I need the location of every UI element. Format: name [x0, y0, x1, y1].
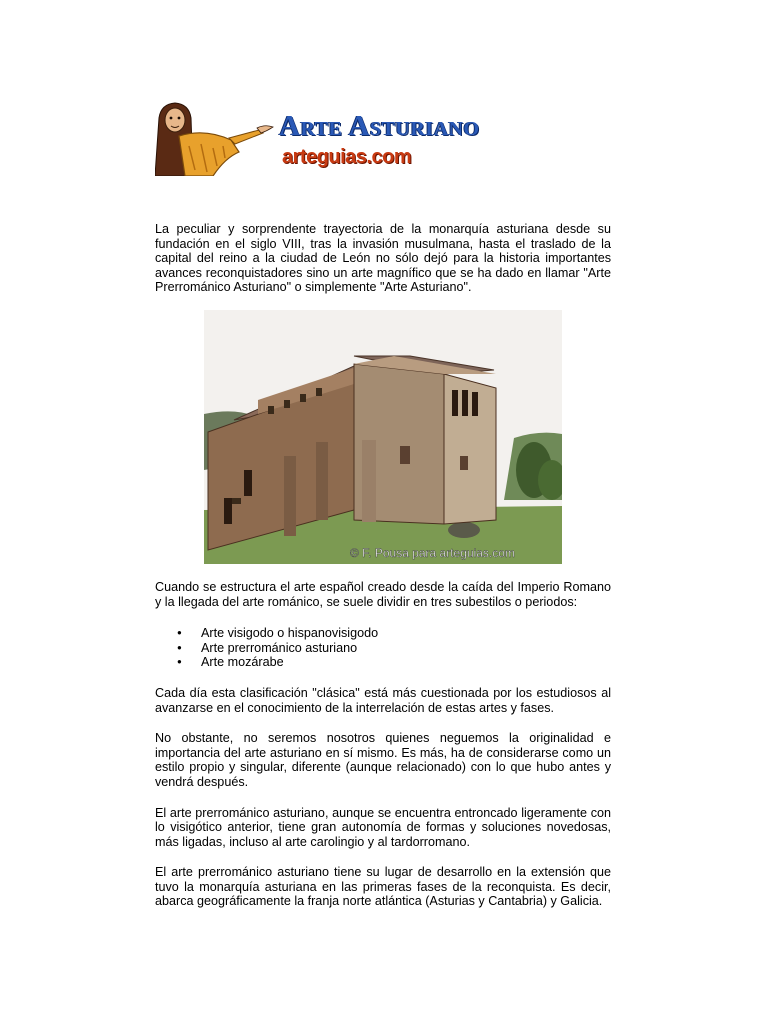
list-item: ● Arte mozárabe: [201, 655, 611, 670]
banner-site: arteguias.com: [282, 146, 412, 168]
church-photo-image: [204, 310, 562, 564]
periods-list: [155, 626, 611, 670]
intro-paragraph: La peculiar y sorprendente trayectoria de la monarquía asturiana desde su fundación en el siglo VIII, tras la invasión musulmana, hasta el traslado de la capital del reino a la ciudad de León no sólo dejó para la historia importantes avances reconquistadores sino un arte magnífico que se ha dado en llamar "Arte Prerrománico Asturiano" o simplemente "Arte Asturiano".: [155, 222, 611, 295]
monk-illustration: [155, 100, 275, 176]
paragraph-periods-intro: Cuando se estructura el arte español creado desde la caída del Imperio Romano y la llegada del arte románico, se suele dividir en tres subestilos o periodos:: [155, 579, 611, 609]
paragraph-classification: Cada día esta clasificación "clásica" está más cuestionada por los estudiosos al avanzarse en el conocimiento de la interrelación de estas artes y fases.: [155, 685, 611, 715]
site-banner: [155, 100, 575, 178]
photo-credit: © F. Pousa para arteguias.com: [350, 545, 515, 560]
paragraph-originality: No obstante, no seremos nosotros quienes neguemos la originalidad e importancia del arte asturiano en sí mismo. Es más, ha de considerarse como un estilo propio y singular, diferente (aunque relacionado) con lo que hubo antes y vendrá después.: [155, 731, 611, 789]
list-item: ● Arte prerrománico asturiano: [201, 641, 611, 656]
paragraph-geography: El arte prerrománico asturiano tiene su lugar de desarrollo en la extensión que tuvo la monarquía asturiana en las primeras fases de la reconquista. Es decir, abarca geográficamente la franja norte atlántica (Asturias y Cantabria) y Galicia.: [155, 865, 611, 909]
paragraph-autonomy: El arte prerrománico asturiano, aunque se encuentra entroncado ligeramente con lo visigótico anterior, tiene gran autonomía de formas y soluciones novedosas, más ligadas, incluso al arte carolingio y al tardorromano.: [155, 805, 611, 849]
church-photo: [204, 310, 562, 564]
article-body: [155, 222, 611, 909]
list-item: ● Arte visigodo o hispanovisigodo: [201, 626, 611, 641]
banner-title: Arte Asturiano: [279, 110, 480, 142]
